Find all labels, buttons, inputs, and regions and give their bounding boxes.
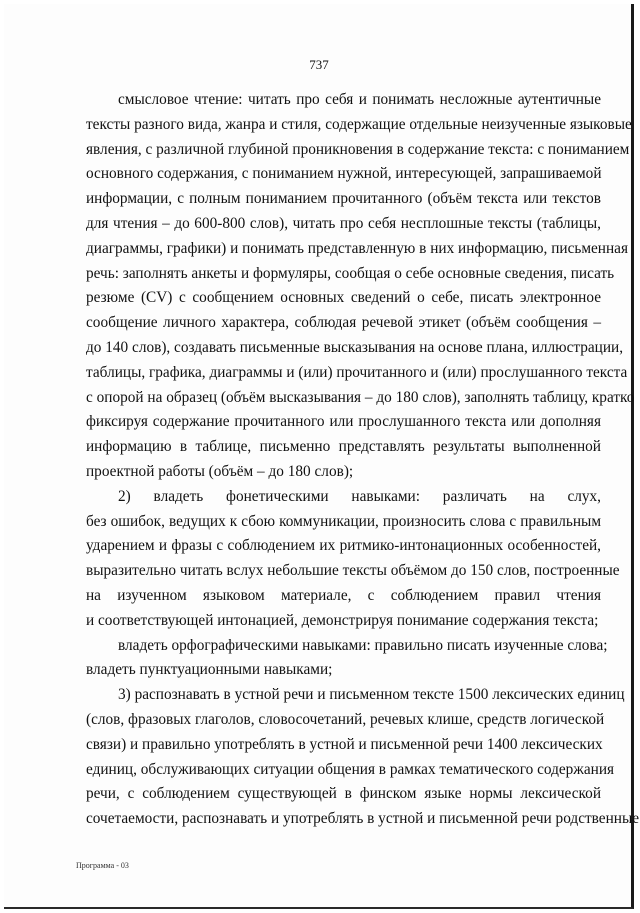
document-page <box>4 4 640 909</box>
text-line: и соответствующей интонацией, демонстрируя понимание содержания текста; <box>86 611 599 629</box>
text-line: явления, с различной глубиной проникновения в содержание текста: с пониманием <box>86 140 630 158</box>
text-line: с опорой на образец (объём высказывания – до 180 слов), заполнять таблицу, кратко <box>86 388 635 406</box>
text-line: таблицы, графика, диаграммы и (или) прочитанного и (или) прослушанного текста <box>86 363 628 381</box>
text-line: без ошибок, ведущих к сбою коммуникации, произносить слова с правильным <box>86 512 601 530</box>
text-line: информацию в таблице, письменно представлять результаты выполненной <box>86 438 601 456</box>
text-line: фиксируя содержание прочитанного или прослушанного текста или дополняя <box>86 413 601 431</box>
text-line: речи, с соблюдением существующей в финском языке нормы лексической <box>86 785 601 803</box>
text-line: владеть орфографическими навыками: правильно писать изученные слова; <box>118 636 608 654</box>
text-line: для чтения – до 600-800 слов), читать про себя несплошные тексты (таблицы, <box>86 214 601 232</box>
text-line: основного содержания, с пониманием нужной, интересующей, запрашиваемой <box>86 165 602 183</box>
text-line: связи) и правильно употреблять в устной и письменной речи 1400 лексических <box>86 735 603 753</box>
text-line: на изученном языковом материале, с соблюдением правил чтения <box>86 586 601 604</box>
text-line: 3) распознавать в устной речи и письменном тексте 1500 лексических единиц <box>118 686 625 704</box>
text-line: единиц, обслуживающих ситуации общения в рамках тематического содержания <box>86 760 615 778</box>
text-line: проектной работы (объём – до 180 слов); <box>86 462 354 480</box>
text-line: диаграммы, графики) и понимать представленную в них информацию, письменная <box>86 239 629 257</box>
text-line: сообщение личного характера, соблюдая речевой этикет (объём сообщения – <box>86 314 601 332</box>
text-line: речь: заполнять анкеты и формуляры, сообщая о себе основные сведения, писать <box>86 264 615 282</box>
text-line: 2) владеть фонетическими навыками: различать на слух, <box>118 487 601 505</box>
footer-label: Программа - 03 <box>76 861 129 870</box>
text-line: резюме (CV) с сообщением основных сведений о себе, писать электронное <box>86 289 601 307</box>
text-line: (слов, фразовых глаголов, словосочетаний, речевых клише, средств логической <box>86 710 605 728</box>
body-text <box>86 88 640 832</box>
text-line: до 140 слов), создавать письменные высказывания на основе плана, иллюстрации, <box>86 338 624 356</box>
text-line: выразительно читать вслух небольшие тексты объёмом до 150 слов, построенные <box>86 562 620 580</box>
text-line: владеть пунктуационными навыками; <box>86 661 333 679</box>
text-line: смысловое чтение: читать про себя и понимать несложные аутентичные <box>118 91 601 108</box>
text-line: информации, с полным пониманием прочитанного (объём текста или текстов <box>86 190 601 208</box>
text-line: ударением и фразы с соблюдением их ритмико-интонационных особенностей, <box>86 537 601 555</box>
page-number: 737 <box>309 57 329 72</box>
text-line: тексты разного вида, жанра и стиля, содержащие отдельные неизученные языковые <box>86 115 632 133</box>
text-line: сочетаемости, распознавать и употреблять в устной и письменной речи родственные <box>86 810 640 828</box>
